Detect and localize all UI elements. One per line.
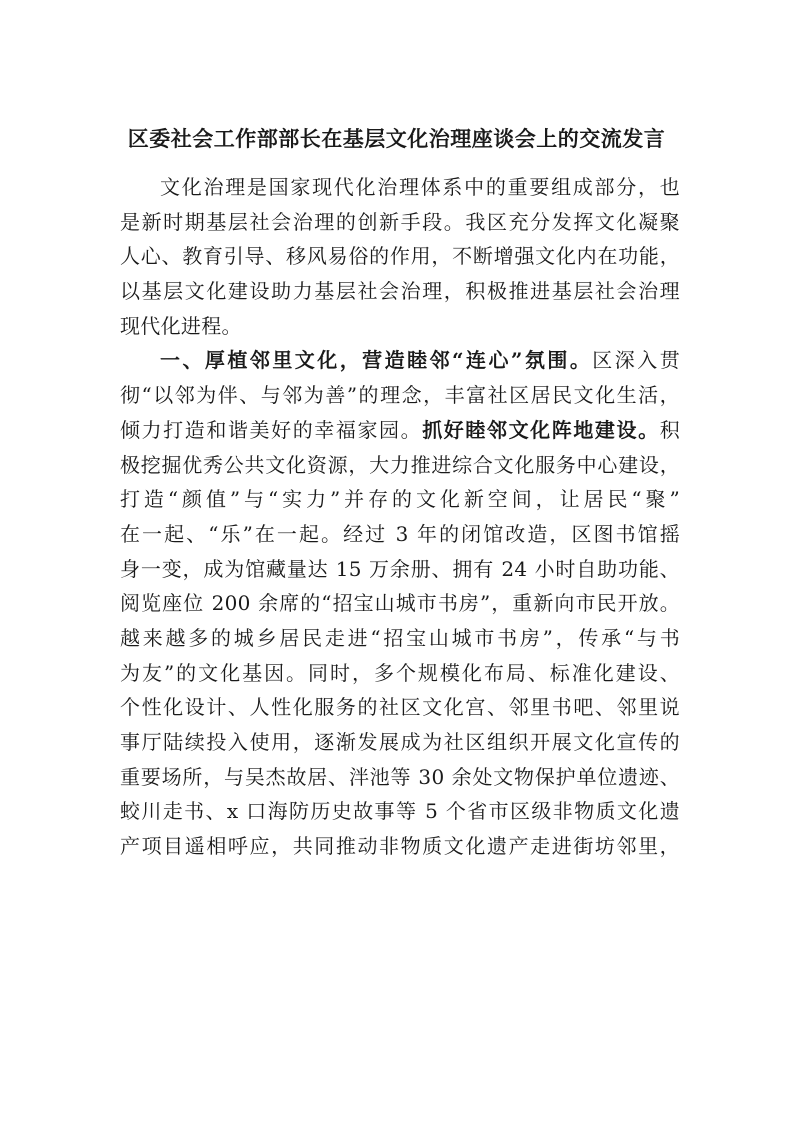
paragraph-line: 身一变，成为馆藏量达 15 万余册、拥有 24 小时自助功能、 [120, 556, 680, 581]
paragraph-line: 现代化进程。 [120, 313, 242, 338]
paragraph-line: 以基层文化建设助力基层社会治理，积极推进基层社会治理 [120, 279, 680, 304]
paragraph-line: 在一起、“乐”在一起。经过 3 年的闭馆改造，区图书馆摇 [120, 521, 680, 546]
paragraph-line: 重要场所，与吴杰故居、泮池等 30 余处文物保护单位遗迹、 [120, 764, 680, 789]
paragraph-line: 文化治理是国家现代化治理体系中的重要组成部分，也 [160, 175, 680, 199]
paragraph-line: 彻“以邻为伴、与邻为善”的理念，丰富社区居民文化生活， [120, 383, 680, 408]
paragraph-line: 打造“颜值”与“实力”并存的文化新空间，让居民“聚” [120, 487, 680, 512]
document-title: 区委社会工作部部长在基层文化治理座谈会上的交流发言 [127, 126, 666, 151]
document-body [120, 170, 680, 864]
sub-heading: 抓好睦邻文化阵地建设。 [422, 417, 660, 442]
paragraph-line: 事厅陆续投入使用，逐渐发展成为社区组织开展文化宣传的 [120, 730, 680, 754]
paragraph-line: 极挖掘优秀公共文化资源，大力推进综合文化服务中心建设， [120, 452, 680, 477]
section-heading-line: 一、厚植邻里文化，营造睦邻“连心”氛围。区深入贯 [160, 348, 680, 373]
paragraph-line: 阅览座位 200 余席的“招宝山城市书房”，重新向市民开放。 [120, 591, 680, 616]
paragraph-line: 倾力打造和谐美好的幸福家园。抓好睦邻文化阵地建设。积 [120, 417, 680, 442]
paragraph-line: 人心、教育引导、移风易俗的作用，不断增强文化内在功能， [120, 244, 680, 269]
paragraph-line: 产项目遥相呼应，共同推动非物质文化遗产走进街坊邻里， [120, 834, 680, 859]
paragraph-line: 个性化设计、人性化服务的社区文化宫、邻里书吧、邻里说 [120, 695, 680, 720]
section-heading: 一、厚植邻里文化，营造睦邻“连心”氛围。 [160, 348, 593, 373]
paragraph-line: 为友”的文化基因。同时，多个规模化布局、标准化建设、 [120, 660, 680, 685]
paragraph-line: 是新时期基层社会治理的创新手段。我区充分发挥文化凝聚 [120, 209, 680, 234]
paragraph-line: 越来越多的城乡居民走进“招宝山城市书房”，传承“与书 [120, 625, 680, 650]
paragraph-line: 蛟川走书、x 口海防历史故事等 5 个省市区级非物质文化遗 [120, 799, 680, 824]
